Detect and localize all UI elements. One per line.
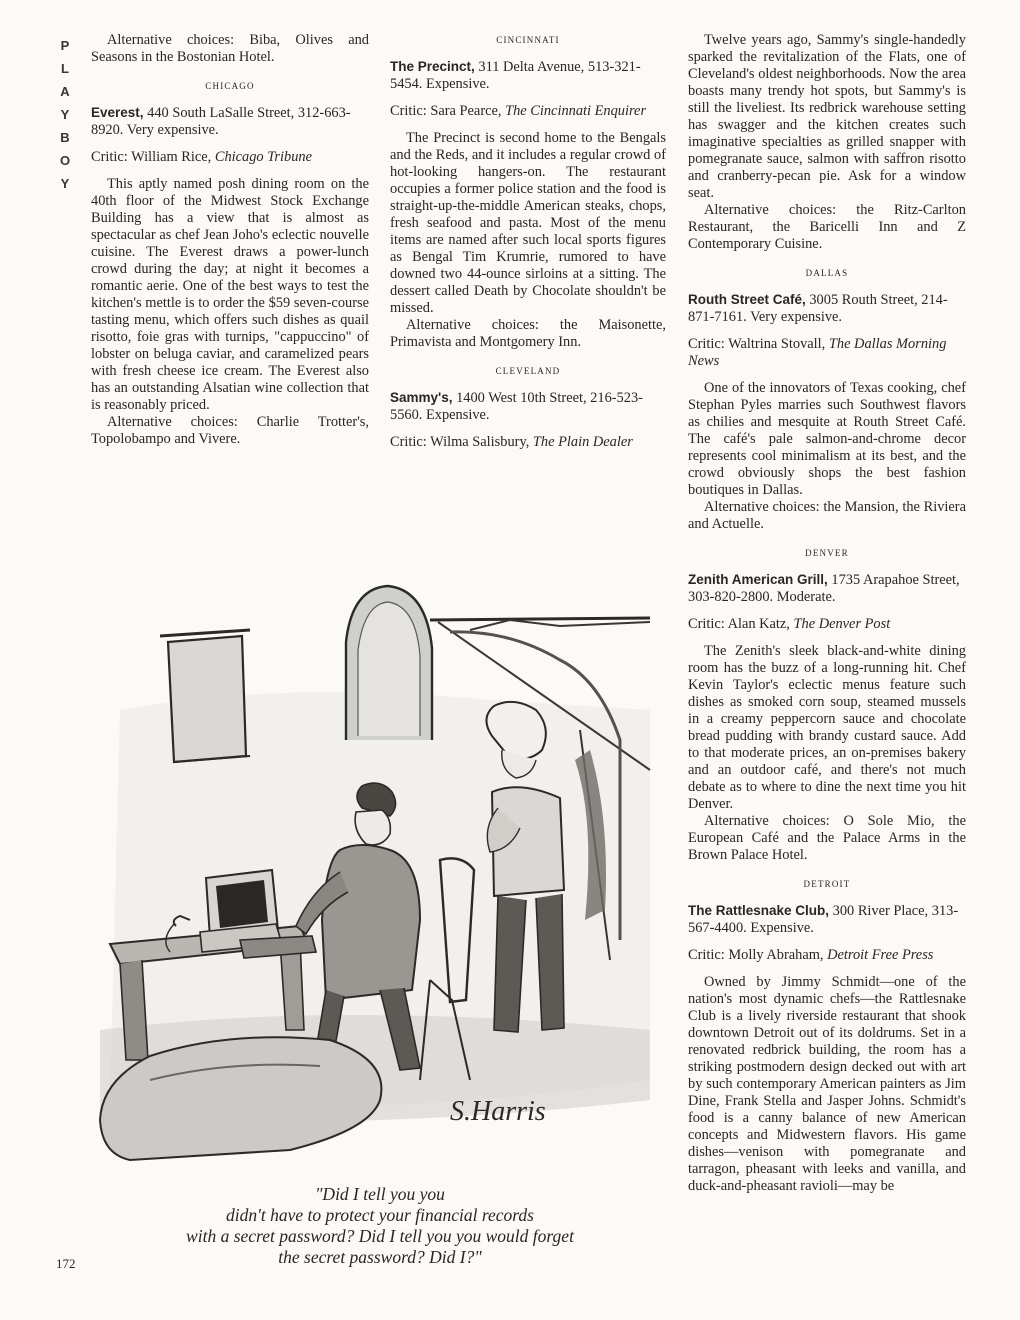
- critic-name: Critic: Wilma Salisbury,: [390, 434, 533, 450]
- critic-publication: The Plain Dealer: [532, 434, 633, 450]
- critic-line: [390, 103, 666, 120]
- city-heading-cincinnati: CINCINNATI: [496, 35, 560, 45]
- magazine-vertical-logo: [54, 34, 76, 195]
- restaurant-details: 3005 Routh Street, 214-871-7161. Very expensive.: [688, 292, 948, 325]
- restaurant-listing: [390, 389, 666, 424]
- restaurant-name: Zenith American Grill,: [688, 572, 828, 587]
- city-heading-dallas: DALLAS: [805, 268, 849, 278]
- critic-line: [688, 947, 966, 964]
- critic-name: Critic: Sara Pearce,: [390, 103, 506, 119]
- critic-name: Critic: Waltrina Stovall,: [688, 336, 829, 352]
- logo-letter: P: [60, 38, 70, 53]
- critic-publication: Chicago Tribune: [214, 149, 313, 165]
- alternative-choices: Alternative choices: O Sole Mio, the European Café and the Palace Arms in the Brown Palace Hotel.: [688, 813, 966, 863]
- logo-letter: L: [61, 61, 69, 76]
- critic-line: [91, 149, 369, 166]
- artist-signature: S.Harris: [450, 1096, 546, 1127]
- logo-letter: B: [60, 130, 70, 145]
- restaurant-name: Everest,: [91, 105, 144, 120]
- restaurant-listing: [688, 571, 966, 606]
- alternative-choices: Alternative choices: Charlie Trotter's, Topolobampo and Vivere.: [91, 414, 369, 447]
- logo-letter: A: [60, 84, 70, 99]
- logo-letter: Y: [60, 107, 70, 122]
- logo-letter: Y: [60, 176, 70, 191]
- restaurant-name: Sammy's,: [390, 390, 453, 405]
- critic-name: Critic: Molly Abraham,: [688, 947, 828, 963]
- alternative-choices: Alternative choices: the Ritz-Carlton Restaurant, the Baricelli Inn and Z Contemporary Cuisine.: [688, 202, 966, 252]
- restaurant-details: 1400 West 10th Street, 216-523-5560. Expensive.: [390, 390, 643, 423]
- restaurant-listing: [91, 104, 369, 139]
- city-heading-detroit: DETROIT: [803, 879, 851, 889]
- review-body: The Zenith's sleek black-and-white dining room has the buzz of a long-running hit. Chef Kevin Taylor's eclectic menus feature such dishes as smoked corn soup, steamed mussels in a creamy peppercorn sauce and chocolate bread pudding with brandy custard sauce. Add to that moderate prices, an on-premises bakery and an outdoor café, and there's not much debate as to where to dine the next time you hit Denver.: [688, 643, 966, 812]
- critic-line: [688, 616, 966, 633]
- restaurant-listing: [688, 291, 966, 326]
- restaurant-listing: [688, 902, 966, 937]
- alternative-choices: Alternative choices: the Mansion, the Riviera and Actuelle.: [688, 499, 966, 532]
- review-body: One of the innovators of Texas cooking, chef Stephan Pyles marries such Southwest flavors as chilies and mesquite at Routh Street Café. The café's pale salmon-and-chrome decor represents cool minimalism at its best, and the crowd obviously shops the best fashion boutiques in Dallas.: [688, 380, 966, 498]
- restaurant-name: The Rattlesnake Club,: [688, 903, 830, 918]
- critic-publication: The Dallas Morning News: [688, 336, 947, 369]
- city-heading-chicago: CHICAGO: [205, 81, 255, 91]
- alternative-choices: Alternative choices: the Maisonette, Primavista and Montgomery Inn.: [390, 317, 666, 350]
- alternative-choices: Alternative choices: Biba, Olives and Seasons in the Bostonian Hotel.: [91, 32, 369, 65]
- review-body: Owned by Jimmy Schmidt—one of the nation's most dynamic chefs—the Rattlesnake Club is a lively riverside restaurant that shook downtown Detroit out of its doldrums. Set in a renovated redbrick building, the room has a striking postmodern design decked out with art by such contemporary American painters as Jim Dine, Frank Stella and Jasper Johns. Schmidt's food is a canny balance of new American concepts and Midwestern flavors. His game dishes—venison with pomegranate and tarragon, pheasant with leeks and vanilla, and duck-and-pheasant ravioli—may be: [688, 974, 966, 1194]
- critic-publication: Detroit Free Press: [827, 947, 934, 963]
- city-heading-cleveland: CLEVELAND: [495, 366, 561, 376]
- review-body: The Precinct is second home to the Bengals and the Reds, and it includes a regular crowd of hot-looking hangers-on. The restaurant occupies a former police station and the food is straight-up-the-middle American steaks, chops, fresh seafood and pasta. Most of the menu items are named after such local sports figures as Bengal Tim Krumrie, rumored to have downed two 44-ounce sirloins at a sitting. The dessert called Death by Chocolate shouldn't be missed.: [390, 130, 666, 316]
- page-number: 172: [56, 1256, 76, 1271]
- review-body: Twelve years ago, Sammy's single-handedly sparked the revitalization of the Flats, one of Cleveland's oldest neighborhoods. Now the area boasts many trendy hot spots, but Sammy's is still the liveliest. Its redbrick warehouse setting has swagger and the kitchen creates such imaginative specialties as grilled snapper with pomegranate sauce, salmon with saffron risotto and cranberry-pecan pie. Ask for a window seat.: [688, 32, 966, 201]
- restaurant-details: 440 South LaSalle Street, 312-663-8920. Very expensive.: [91, 105, 351, 138]
- city-heading-denver: DENVER: [805, 548, 849, 558]
- restaurant-name: The Precinct,: [390, 59, 475, 74]
- review-body: This aptly named posh dining room on the 40th floor of the Midwest Stock Exchange Building has a view that is almost as spectacular as chef Jean Joho's eclectic nouvelle cuisine. The Everest draws a power-lunch crowd during the day; at night it becomes a romantic aerie. One of the best ways to test the kitchen's mettle is to order the $59 seven-course tasting menu, which offers such dishes as quail risotto, foie gras with turnips, "cappuccino" of lobster on beluga caviar, and caramelized pears with fresh cheese ice cream. The Everest also has an outstanding Alsatian wine collection that is reasonably priced.: [91, 176, 369, 413]
- critic-line: [390, 434, 666, 451]
- critic-publication: The Denver Post: [793, 616, 891, 632]
- caption-line: didn't have to protect your financial records: [226, 1205, 534, 1225]
- restaurant-details: 1735 Arapahoe Street, 303-820-2800. Moderate.: [688, 572, 960, 605]
- window-drawing: [160, 630, 250, 762]
- article-column-2: [390, 32, 666, 461]
- critic-name: Critic: William Rice,: [91, 149, 215, 165]
- cartoon-caption: [130, 1184, 630, 1268]
- critic-name: Critic: Alan Katz,: [688, 616, 794, 632]
- restaurant-name: Routh Street Café,: [688, 292, 806, 307]
- logo-letter: O: [59, 153, 71, 168]
- critic-publication: The Cincinnati Enquirer: [505, 103, 647, 119]
- article-column-1: [91, 32, 369, 448]
- caption-line: with a secret password? Did I tell you you would forget: [186, 1226, 574, 1246]
- restaurant-details: 300 River Place, 313-567-4400. Expensive.: [688, 903, 959, 936]
- article-column-3: [688, 32, 966, 1195]
- caption-line: the secret password? Did I?": [278, 1247, 482, 1267]
- cartoon-illustration: [90, 560, 666, 1172]
- restaurant-details: 311 Delta Avenue, 513-321-5454. Expensive.: [390, 59, 641, 92]
- restaurant-listing: [390, 58, 666, 93]
- arch-doorway-drawing: [346, 586, 432, 740]
- critic-line: [688, 336, 966, 370]
- caption-line: "Did I tell you you: [315, 1184, 445, 1204]
